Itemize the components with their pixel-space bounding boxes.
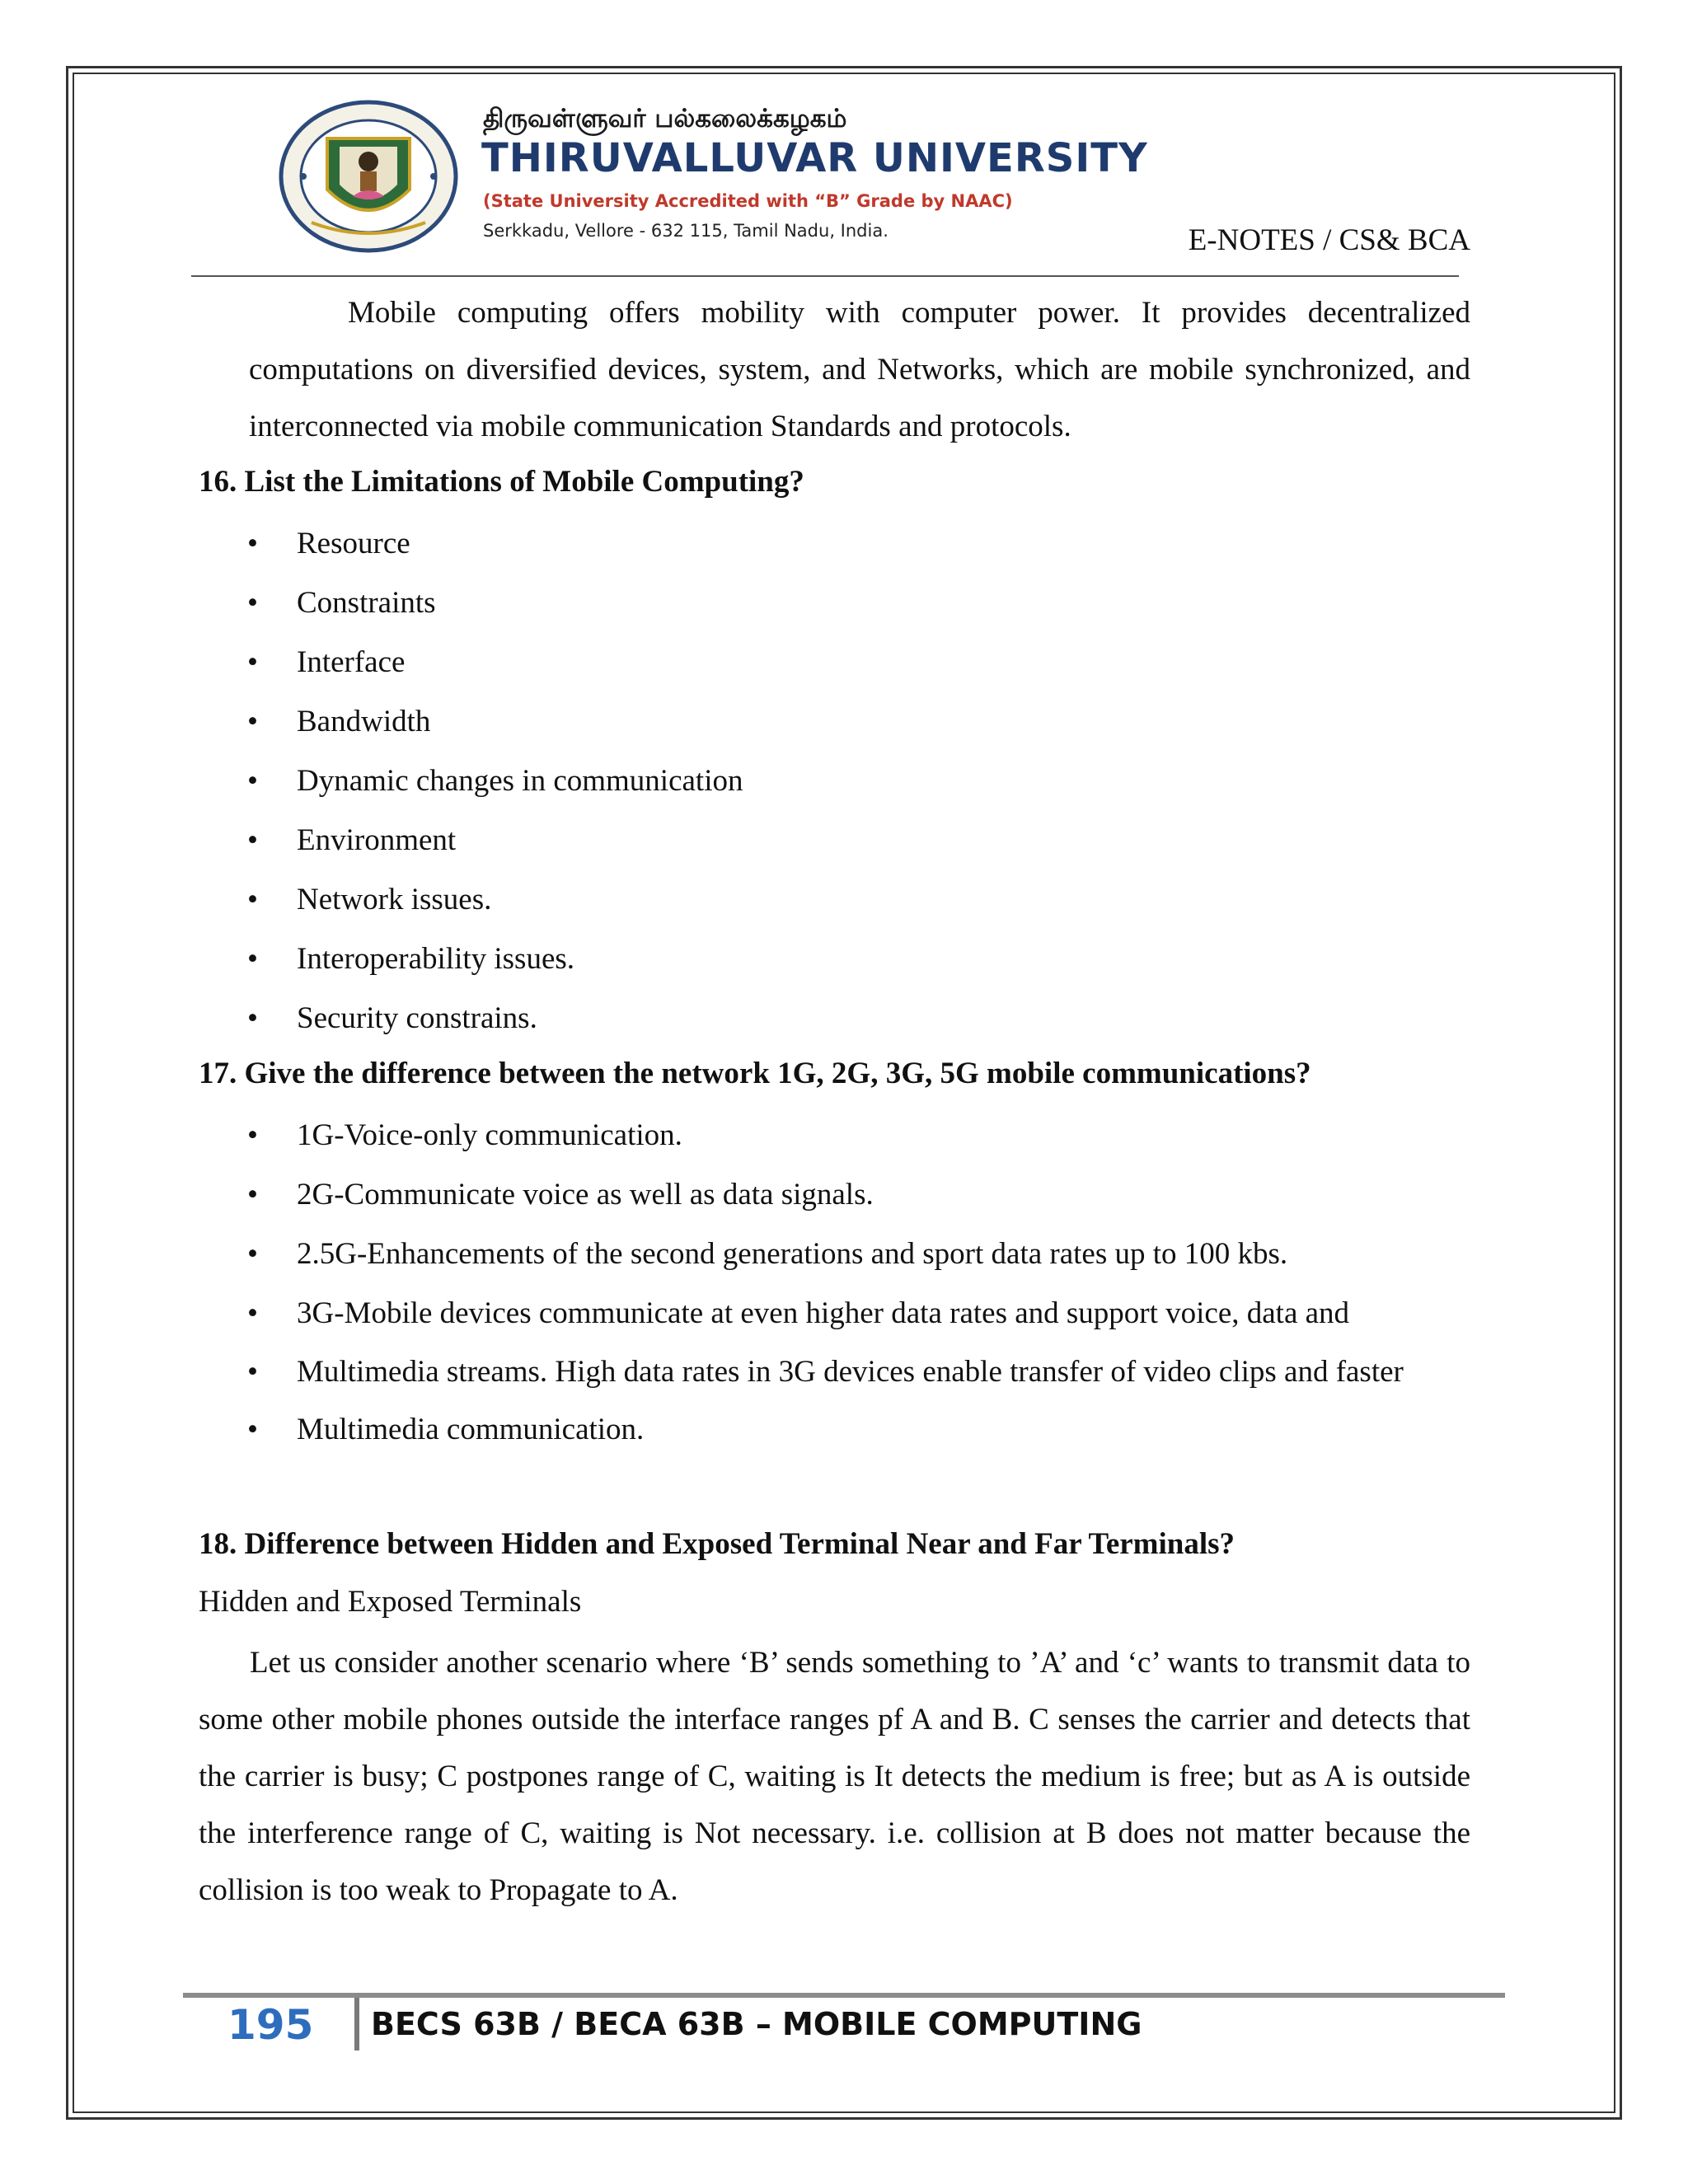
list-item: • Interface	[0, 633, 743, 692]
header-divider	[191, 275, 1459, 277]
question-18-heading: 18. Difference between Hidden and Exposed Terminal Near and Far Terminals?	[199, 1527, 1236, 1561]
list-item: • Security constrains.	[0, 989, 743, 1048]
list-item: • 3G-Mobile devices communicate at even higher data rates and support voice, data and	[0, 1284, 1489, 1343]
intro-paragraph: Mobile computing offers mobility with computer power. It provides decentralized computations on diversified devices, system, and Networks, which are mobile synchronized, and interconnected via mobile communication Standards and protocols.	[249, 296, 1470, 443]
list-item: • Bandwidth	[0, 692, 743, 752]
hidden-exposed-paragraph: Let us consider another scenario where ‘B’ sends something to ’A’ and ‘c’ wants to transmit data to some other mobile phones outside the interface ranges pf A and B. C senses the carrier and detects that the carrier is busy; C postpones range of C, waiting is It detects the medium is free; but as A is outside the interference range of C, waiting is Not necessary. i.e. collision at B does not matter because the collision is too weak to Propagate to A.	[199, 1646, 1470, 1907]
list-item: • Interoperability issues.	[0, 930, 743, 989]
footer-vertical-divider	[354, 1998, 359, 2050]
list-item: • 2G-Communicate voice as well as data signals.	[0, 1165, 1489, 1225]
list-item: • 1G-Voice-only communication.	[0, 1106, 1489, 1165]
university-tamil-name: திருவள்ளுவர் பல்கலைக்கழகம்	[483, 104, 847, 134]
university-seal-logo-icon	[279, 99, 458, 254]
list-item: • Environment	[0, 811, 743, 870]
list-item: • Multimedia communication.	[0, 1400, 1489, 1460]
university-name: THIRUVALLUVAR UNIVERSITY	[481, 135, 1148, 181]
list-item: • Constraints	[0, 574, 743, 633]
footer-divider	[183, 1993, 1505, 1998]
network-generations-list	[0, 1106, 1489, 1460]
document-label: E-NOTES / CS& BCA	[1188, 223, 1470, 257]
list-item: • Network issues.	[0, 870, 743, 930]
question-17-heading: 17. Give the difference between the network 1G, 2G, 3G, 5G mobile communications?	[199, 1057, 1311, 1090]
list-item: • 2.5G-Enhancements of the second generations and sport data rates up to 100 kbs.	[0, 1225, 1489, 1284]
course-title: BECS 63B / BECA 63B – MOBILE COMPUTING	[371, 2006, 1142, 2042]
question-16-heading: 16. List the Limitations of Mobile Computing?	[199, 465, 804, 499]
list-item: • Multimedia streams. High data rates in 3G devices enable transfer of video clips and faster	[0, 1343, 1489, 1400]
page-number: 195	[227, 2001, 314, 2049]
limitations-list	[0, 514, 743, 1048]
university-address: Serkkadu, Vellore - 632 115, Tamil Nadu, India.	[483, 221, 889, 241]
section-subtitle: Hidden and Exposed Terminals	[199, 1585, 582, 1619]
accreditation-text: (State University Accredited with “B” Grade by NAAC)	[483, 191, 1013, 211]
list-item: • Dynamic changes in communication	[0, 752, 743, 811]
list-item: • Resource	[0, 514, 743, 574]
